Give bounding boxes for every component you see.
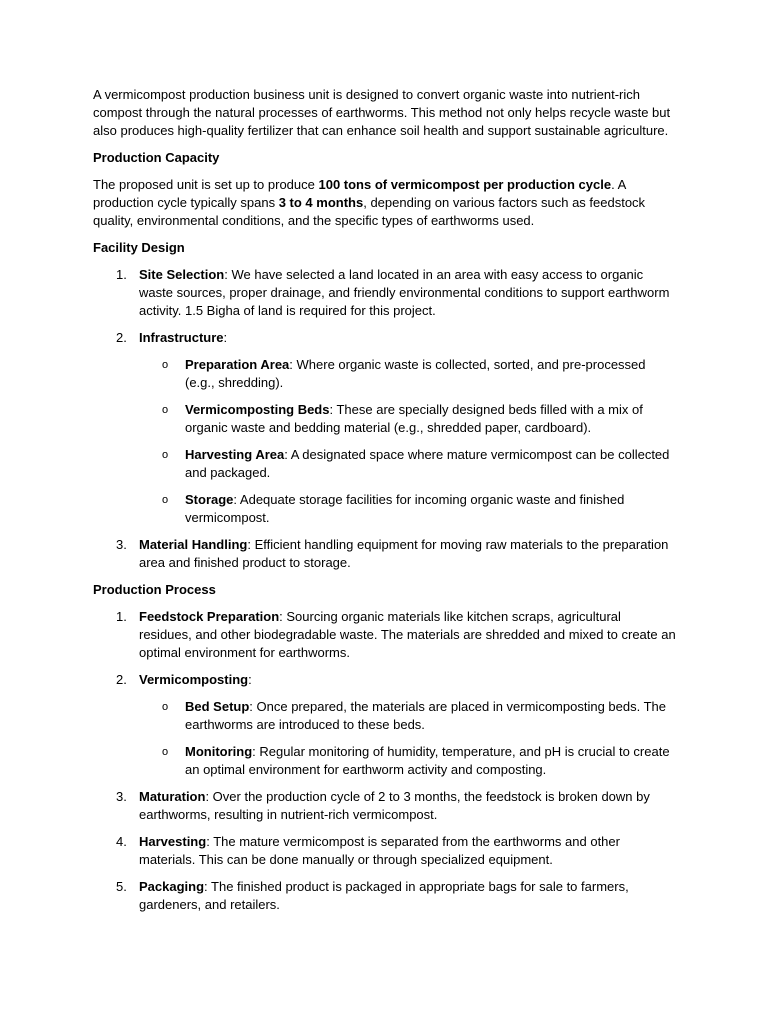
list-number: 2. bbox=[116, 330, 127, 345]
list-number: 3. bbox=[116, 789, 127, 804]
item-title: Infrastructure bbox=[139, 330, 224, 345]
item-text: : Over the production cycle of 2 to 3 months, the feedstock is broken down by earthworms, resulting in nutrient-rich vermicompost. bbox=[139, 789, 650, 822]
capacity-text-b: . A production cycle typically spans bbox=[93, 177, 626, 210]
sub-item-title: Bed Setup bbox=[185, 699, 250, 714]
item-text: : Sourcing organic materials like kitchen scraps, agricultural residues, and other biodegradable waste. The materials are shredded and mixed to create an optimal environment for earthworms. bbox=[139, 609, 676, 660]
item-text: : The mature vermicompost is separated from the earthworms and other materials. This can be done manually or through specialized equipment. bbox=[139, 834, 620, 867]
bullet-icon: o bbox=[162, 404, 169, 416]
list-item bbox=[93, 833, 676, 869]
capacity-text-a: The proposed unit is set up to produce bbox=[93, 177, 319, 192]
bullet-icon: o bbox=[162, 701, 169, 713]
item-title: Maturation bbox=[139, 789, 206, 804]
bullet-icon: o bbox=[162, 746, 169, 758]
list-number: 1. bbox=[116, 267, 127, 282]
production-process-list bbox=[93, 608, 676, 914]
capacity-bold-a: 100 tons of vermicompost per production cycle bbox=[318, 177, 612, 192]
sub-list-item bbox=[139, 401, 676, 437]
list-item bbox=[93, 878, 676, 914]
bullet-icon: o bbox=[162, 449, 169, 461]
production-capacity-heading: Production Capacity bbox=[93, 150, 220, 165]
facility-design-heading: Facility Design bbox=[93, 240, 185, 255]
item-text: : The finished product is packaged in appropriate bags for sale to farmers, gardeners, and retailers. bbox=[139, 879, 629, 912]
sub-list-item bbox=[139, 743, 676, 779]
item-title: Vermicomposting bbox=[139, 672, 249, 687]
production-capacity-paragraph bbox=[93, 176, 676, 230]
item-text: : bbox=[248, 672, 252, 687]
list-item bbox=[93, 329, 676, 527]
sub-item-text: : A designated space where mature vermicompost can be collected and packaged. bbox=[185, 447, 670, 480]
list-number: 3. bbox=[116, 537, 127, 552]
sub-list-item bbox=[139, 491, 676, 527]
vermicomposting-sublist bbox=[139, 698, 676, 779]
intro-paragraph: A vermicompost production business unit is designed to convert organic waste into nutrient-rich compost through the natural processes of earthworms. This method not only helps recycle waste but also produces high-quality fertilizer that can enhance soil health and support sustainable agriculture. bbox=[93, 87, 671, 138]
sub-item-text: : These are specially designed beds filled with a mix of organic waste and bedding material (e.g., shredded paper, cardboard). bbox=[185, 402, 643, 435]
list-item bbox=[93, 266, 676, 320]
sub-item-title: Monitoring bbox=[185, 744, 253, 759]
list-item bbox=[93, 671, 676, 779]
item-title: Material Handling bbox=[139, 537, 248, 552]
list-number: 1. bbox=[116, 609, 127, 624]
sub-item-title: Harvesting Area bbox=[185, 447, 285, 462]
sub-item-title: Vermicomposting Beds bbox=[185, 402, 330, 417]
capacity-bold-b: 3 to 4 months bbox=[278, 195, 364, 210]
list-item bbox=[93, 788, 676, 824]
sub-list-item bbox=[139, 356, 676, 392]
item-text: : bbox=[223, 330, 228, 345]
list-number: 5. bbox=[116, 879, 127, 894]
item-text: : Efficient handling equipment for moving raw materials to the preparation area and finished product to storage. bbox=[139, 537, 669, 570]
list-item bbox=[93, 536, 676, 572]
sub-item-text: : Adequate storage facilities for incoming organic waste and finished vermicompost. bbox=[185, 492, 625, 525]
list-number: 2. bbox=[116, 672, 127, 687]
facility-design-list bbox=[93, 266, 676, 572]
sub-list-item bbox=[139, 446, 676, 482]
capacity-text-c: , depending on various factors such as feedstock quality, environmental conditions, and the specific types of earthworms used. bbox=[93, 195, 646, 228]
production-process-heading: Production Process bbox=[93, 582, 216, 597]
item-title: Feedstock Preparation bbox=[139, 609, 280, 624]
sub-item-text: : Regular monitoring of humidity, temperature, and pH is crucial to create an optimal environment for earthworm activity and composting. bbox=[185, 744, 670, 777]
bullet-icon: o bbox=[162, 494, 169, 506]
sub-item-title: Preparation Area bbox=[185, 357, 290, 372]
sub-item-text: : Once prepared, the materials are placed in vermicomposting beds. The earthworms are introduced to these beds. bbox=[185, 699, 666, 732]
list-item bbox=[93, 608, 676, 662]
item-title: Harvesting bbox=[139, 834, 207, 849]
bullet-icon: o bbox=[162, 359, 169, 371]
list-number: 4. bbox=[116, 834, 127, 849]
item-text: : We have selected a land located in an area with easy access to organic waste sources, proper drainage, and friendly environmental conditions to support earthworm activity. 1.5 Bigha of land is required for this project. bbox=[139, 267, 670, 318]
sub-list-item bbox=[139, 698, 676, 734]
sub-item-title: Storage bbox=[185, 492, 234, 507]
infrastructure-sublist bbox=[139, 356, 676, 527]
sub-item-text: : Where organic waste is collected, sorted, and pre-processed (e.g., shredding). bbox=[185, 357, 646, 390]
item-title: Packaging bbox=[139, 879, 205, 894]
item-title: Site Selection bbox=[139, 267, 225, 282]
